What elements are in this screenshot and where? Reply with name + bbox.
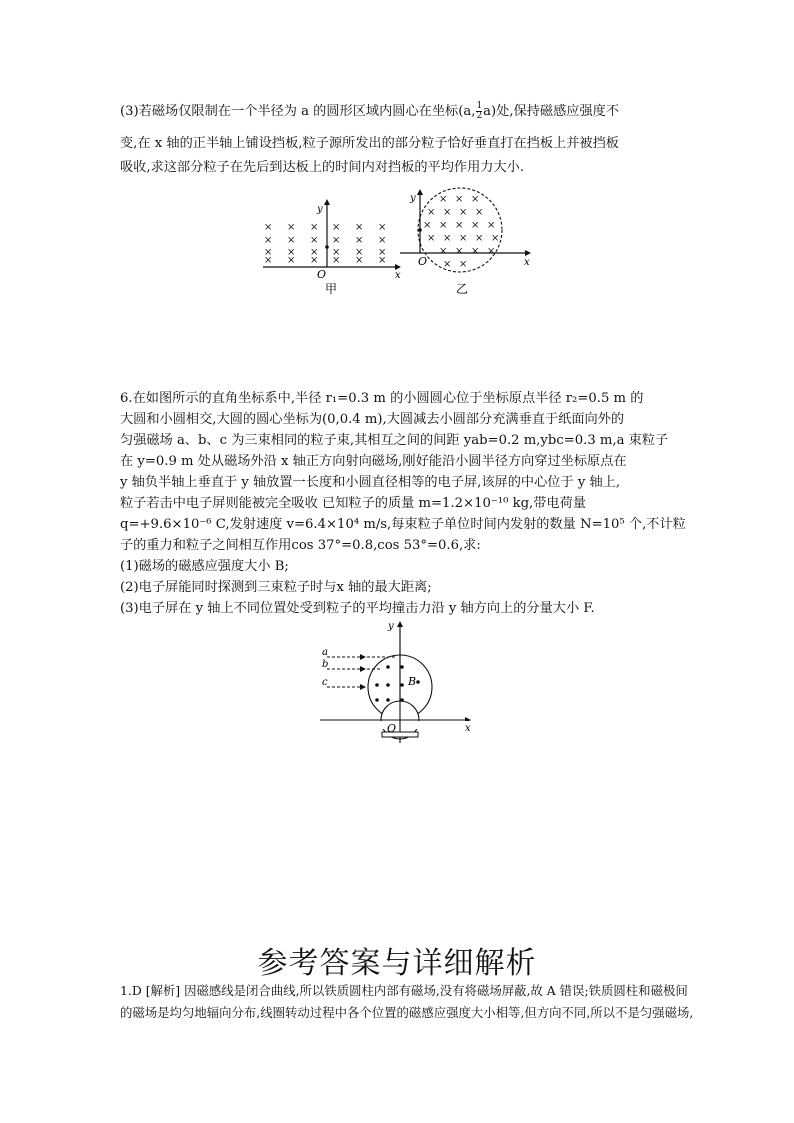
fraction-half: $\frac{1}{2}$ — [476, 101, 483, 121]
q5-line-1: (3)若磁场仅限制在一个半径为 a 的圆形区域内圆心在坐标(a, $\frac{1}{2}$ a)处,保持磁感应强度不 — [120, 101, 620, 121]
q6-line-5: y 轴负半轴上垂直于 y 轴放置一长度和小圆直径相等的电子屏,该屏的中心位于 y 轴上, — [120, 475, 621, 490]
field-crosses — [423, 194, 499, 270]
cross-mark: × — [427, 233, 436, 244]
cross-mark: × — [287, 235, 296, 246]
cross-mark: × — [332, 235, 341, 246]
y-label: y — [317, 204, 323, 215]
big-circle-center — [416, 680, 420, 684]
answer-line-1: 1.D [解析] 因磁感线是闭合曲线,所以铁质圆柱内部有磁场,没有将磁场屏蔽,故 A 错误;铁质圆柱和磁极间 — [120, 983, 688, 998]
center-label: B — [408, 675, 417, 688]
origin-label: O — [418, 255, 428, 268]
cross-mark: × — [443, 207, 452, 218]
cross-mark: × — [439, 246, 448, 257]
arrow-c-icon — [360, 684, 366, 690]
cross-mark: × — [475, 207, 484, 218]
cross-mark: × — [355, 247, 364, 258]
cross-mark: × — [378, 247, 387, 258]
cross-mark: × — [471, 246, 480, 257]
cross-mark: × — [487, 246, 496, 257]
q6-line-7: q=+9.6×10⁻⁶ C,发射速度 v=6.4×10⁴ m/s,每束粒子单位时间内发射的数量 N=10⁵ 个,不计粒 — [120, 517, 686, 532]
field-dot — [400, 665, 404, 669]
figure-yi — [400, 185, 540, 295]
origin-label: O — [387, 722, 397, 735]
cross-mark: × — [439, 194, 448, 205]
q6-line-3: 匀强磁场 a、b、c 为三束相同的粒子束,其相互之间的间距 yab=0.2 m,ybc=0.3 m,a 束粒子 — [120, 433, 669, 448]
beam-b-label: b — [322, 659, 329, 670]
cross-mark: × — [355, 235, 364, 246]
cross-mark: × — [459, 233, 468, 244]
caption-jia: 甲 — [325, 282, 338, 295]
q6-line-10: (2)电子屏能同时探测到三束粒子时与x 轴的最大距离; — [120, 580, 432, 595]
answers-heading: 参考答案与详细解析 — [257, 946, 537, 981]
particle-source — [325, 245, 329, 249]
cross-mark: × — [455, 194, 464, 205]
y-arrow-icon — [417, 189, 423, 195]
cross-mark: × — [471, 194, 480, 205]
cross-mark: × — [443, 259, 452, 270]
cross-mark: × — [264, 255, 273, 266]
x-label: x — [524, 257, 530, 268]
q6-line-8: 子的重力和粒子之间相互作用cos 37°=0.8,cos 53°=0.6,求: — [120, 538, 481, 553]
field-dot — [375, 683, 379, 687]
cross-mark: × — [355, 222, 364, 233]
field-dot — [386, 665, 390, 669]
cross-mark: × — [332, 247, 341, 258]
field-dot — [375, 698, 379, 702]
q6-line-2: 大圆和小圆相交,大圆的圆心坐标为(0,0.4 m),大圆减去小圆部分充满垂直于纸面向外的 — [120, 412, 625, 427]
cross-mark: × — [427, 207, 436, 218]
cross-mark: × — [439, 220, 448, 231]
answer-line-2: 的磁场是均匀地辐向分布,线圈转动过程中各个位置的磁感应强度大小相等,但方向不同,所以不是匀强磁场, — [120, 1005, 694, 1020]
cross-mark: × — [310, 255, 319, 266]
mask — [315, 721, 480, 729]
cross-mark: × — [455, 220, 464, 231]
cross-mark: × — [378, 222, 387, 233]
cross-mark: × — [378, 255, 387, 266]
field-dot — [400, 683, 404, 687]
beam-a-label: a — [322, 647, 328, 658]
q6-line-11: (3)电子屏在 y 轴上不同位置处受到粒子的平均撞击力沿 y 轴方向上的分量大小 F. — [120, 601, 595, 616]
q6-line-4: 在 y=0.9 m 处从磁场外沿 x 轴正方向射向磁场,刚好能沿小圆半径方向穿过坐标原点在 — [120, 454, 627, 469]
q6-line-9: (1)磁场的磁感应强度大小 B; — [120, 559, 289, 574]
y-arrow-icon — [324, 199, 330, 205]
beam-c-label: c — [322, 677, 328, 688]
cross-mark: × — [487, 220, 496, 231]
field-dot — [400, 698, 404, 702]
arrow-b-icon — [360, 666, 366, 672]
field-dot — [386, 698, 390, 702]
cross-mark: × — [443, 233, 452, 244]
origin-label: O — [317, 268, 327, 281]
cross-mark: × — [264, 222, 273, 233]
caption-yi: 乙 — [456, 282, 469, 295]
arrow-a-icon — [360, 654, 366, 660]
cross-mark: × — [455, 246, 464, 257]
field-dot — [386, 683, 390, 687]
cross-mark: × — [287, 247, 296, 258]
q5-line-3: 吸收,求这部分粒子在先后到达板上的时间内对挡板的平均作用力大小. — [120, 160, 525, 175]
cross-mark: × — [310, 235, 319, 246]
cross-mark: × — [264, 235, 273, 246]
q5-line-2: 变,在 x 轴的正半轴上铺设挡板,粒子源所发出的部分粒子恰好垂直打在挡板上并被挡板 — [120, 136, 619, 151]
particle-beams — [327, 657, 395, 687]
cross-mark: × — [355, 255, 364, 266]
q6-line-1: 6.在如图所示的直角坐标系中,半径 r₁=0.3 m 的小圆圆心位于坐标原点半径 r₂=0.5 m 的 — [120, 391, 644, 406]
figure-q6 — [315, 615, 480, 760]
cross-mark: × — [491, 233, 500, 244]
cross-mark: × — [264, 247, 273, 258]
cross-mark: × — [287, 255, 296, 266]
x-arrow-icon — [525, 250, 531, 256]
y-label: y — [410, 193, 416, 204]
cross-mark: × — [378, 235, 387, 246]
cross-mark: × — [332, 255, 341, 266]
x-label: x — [465, 723, 471, 734]
cross-mark: × — [310, 222, 319, 233]
cross-mark: × — [423, 220, 432, 231]
cross-mark: × — [471, 220, 480, 231]
cross-mark: × — [287, 222, 296, 233]
particle-source — [418, 228, 422, 232]
cross-mark: × — [459, 259, 468, 270]
field-crosses — [264, 222, 386, 266]
cross-mark: × — [332, 222, 341, 233]
y-label: y — [388, 621, 394, 632]
cross-mark: × — [475, 233, 484, 244]
x-label: x — [395, 270, 401, 281]
cross-mark: × — [310, 247, 319, 258]
figure-jia — [255, 195, 405, 295]
cross-mark: × — [459, 207, 468, 218]
q6-line-6: 粒子若击中电子屏则能被完全吸收 已知粒子的质量 m=1.2×10⁻¹⁰ kg,带电荷量 — [120, 496, 586, 511]
